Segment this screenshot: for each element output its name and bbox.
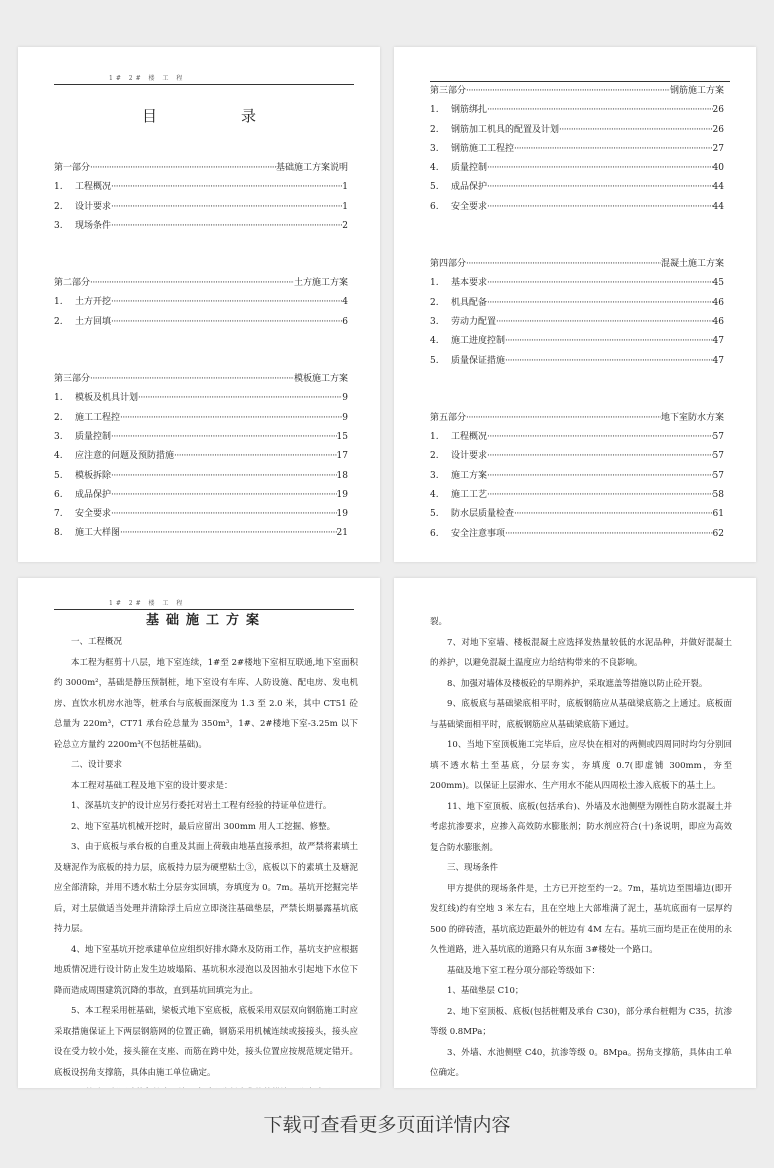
toc-entry-text: 成品保护 bbox=[451, 182, 488, 193]
toc-section-label: 第五部分 bbox=[430, 412, 467, 423]
toc-leader bbox=[487, 159, 713, 178]
toc-section-heading bbox=[54, 159, 348, 178]
toc-leader bbox=[466, 82, 670, 101]
toc-entry-number: 1. bbox=[430, 278, 439, 289]
toc-leader bbox=[138, 389, 342, 408]
page-toc-1 bbox=[18, 47, 380, 562]
toc-leader bbox=[487, 467, 713, 486]
toc-entry-page: 2 bbox=[342, 220, 348, 231]
download-caption: 下载可查看更多页面详情内容 bbox=[263, 1114, 511, 1136]
toc-entry-page: 40 bbox=[712, 163, 724, 174]
toc-entry-number: 7. bbox=[54, 509, 63, 520]
toc-entry[interactable] bbox=[54, 467, 348, 486]
toc-entry[interactable] bbox=[430, 505, 724, 524]
toc-leader bbox=[505, 525, 713, 544]
toc-entry-number: 6. bbox=[430, 201, 439, 212]
toc-entry-text: 工程概况 bbox=[451, 432, 488, 443]
paragraph: 7、对地下室墙、楼板混凝土应选择发热量较低的水泥品种，并做好混凝土的养护，以避免混凝土温度应力给结构带来的不良影响。 bbox=[430, 637, 732, 668]
toc-entry-text: 钢筋加工机具的配置及计划 bbox=[451, 124, 560, 135]
toc-leader bbox=[120, 524, 337, 543]
paragraph: 二、设计要求 bbox=[71, 760, 123, 770]
toc-entry-text: 安全要求 bbox=[75, 509, 112, 520]
page-header: 1# 2# 楼 工 程 bbox=[54, 598, 354, 610]
toc-entry-number: 6. bbox=[54, 489, 63, 500]
toc-leader bbox=[111, 198, 342, 217]
toc-entry-page: 57 bbox=[712, 451, 724, 462]
toc-entry-page: 46 bbox=[712, 316, 724, 327]
toc-entry-page: 19 bbox=[336, 489, 348, 500]
toc-entry-page: 47 bbox=[712, 336, 724, 347]
paragraph: 5、本工程采用桩基础，梁板式地下室底板，底板采用双层双向钢筋施工时应采取措施保证上下两层钢筋网的位置正确，钢筋采用机械连续或接接头，接头应设在受力较小处，接头箍在支座、而筋在跨中处，接头位置应按规范规定错开。底板设拐角支撑筋，具体由施工单位确定。 bbox=[54, 1006, 358, 1078]
toc-entry-text: 钢筋绑扎 bbox=[451, 105, 488, 116]
toc-section-heading bbox=[430, 82, 724, 101]
toc-leader bbox=[487, 294, 713, 313]
toc-entry[interactable] bbox=[54, 524, 348, 543]
paragraph: 1、深基坑支护的设计应另行委托对岩土工程有经验的持证单位进行。 bbox=[71, 801, 332, 811]
toc-entry-text: 防水层质量检查 bbox=[451, 509, 515, 520]
page-body-2 bbox=[394, 578, 756, 1088]
toc-section-heading bbox=[54, 370, 348, 389]
paragraph: 8、加强对墙体及楼板砼的早期养护，采取遮盖等措施以防止砼开裂。 bbox=[447, 678, 708, 689]
toc-section-label: 第四部分 bbox=[430, 259, 467, 270]
toc-leader bbox=[487, 198, 713, 217]
toc-entry[interactable] bbox=[430, 486, 724, 505]
toc-entry-number: 8. bbox=[54, 528, 63, 539]
toc-entry[interactable] bbox=[54, 409, 348, 428]
paragraph: 11、地下室顶板、底板(包括承台)、外墙及水池侧壁为刚性自防水混凝土并考虑抗渗要求，应掺入高效防水膨胀剂；防水剂应符合(十)条说明，即应为高效复合防水膨胀剂。 bbox=[430, 801, 732, 853]
toc-leader bbox=[90, 370, 294, 389]
toc-entry[interactable] bbox=[54, 447, 348, 466]
toc-entry[interactable] bbox=[430, 525, 724, 544]
toc-entry-text: 土方开挖 bbox=[75, 297, 112, 308]
toc-entry-number: 2. bbox=[54, 412, 63, 423]
toc-entry-page: 47 bbox=[712, 355, 724, 366]
paragraph bbox=[430, 1084, 732, 1089]
toc-entry-page: 26 bbox=[712, 105, 724, 116]
toc-leader bbox=[111, 486, 337, 505]
toc-entry-text: 安全要求 bbox=[451, 201, 488, 212]
toc-entry[interactable] bbox=[54, 313, 348, 332]
toc-entry[interactable] bbox=[430, 178, 724, 197]
toc-entry-page: 4 bbox=[342, 297, 348, 308]
toc-section-label: 第三部分 bbox=[54, 374, 91, 385]
toc-entry[interactable] bbox=[54, 486, 348, 505]
toc-entry-text: 质量保证措施 bbox=[451, 355, 506, 366]
toc-entry-text: 施工方案 bbox=[451, 470, 488, 481]
toc-section-label: 第一部分 bbox=[54, 163, 91, 173]
toc-section-title: 基础施工方案说明 bbox=[275, 163, 348, 173]
toc-entry-number: 1. bbox=[54, 182, 63, 193]
toc-entry-page: 9 bbox=[342, 412, 348, 423]
toc-entry[interactable] bbox=[430, 294, 724, 313]
paragraph: 一、工程概况 bbox=[71, 637, 123, 647]
toc-entry-number: 5. bbox=[54, 470, 63, 481]
toc-entry-text: 现场条件 bbox=[75, 220, 112, 231]
toc-entry-number: 1. bbox=[430, 105, 439, 116]
toc-entry-page: 19 bbox=[336, 509, 348, 520]
toc-entry-page: 58 bbox=[712, 490, 724, 501]
toc-leader bbox=[487, 274, 713, 293]
toc-entry-number: 5. bbox=[430, 355, 439, 366]
toc-entry-number: 5. bbox=[430, 182, 439, 193]
toc-entry-text: 质量控制 bbox=[75, 431, 112, 442]
paragraph: 3、外墙、水池侧壁 C40，抗渗等级 0。8Mpa。拐角支撑筋，具体由工单位确定。 bbox=[430, 1047, 732, 1078]
toc-entry[interactable] bbox=[430, 159, 724, 178]
toc-entry-text: 钢筋施工工程控 bbox=[451, 143, 515, 154]
paragraph: 1、基础垫层 C10； bbox=[447, 986, 524, 996]
toc-entry-page: 1 bbox=[342, 182, 348, 193]
paragraph: 裂。 bbox=[430, 617, 448, 627]
toc-section-title: 地下室防水方案 bbox=[660, 412, 724, 423]
toc-entry-number: 1. bbox=[430, 432, 439, 443]
toc-entry[interactable] bbox=[430, 467, 724, 486]
document-body bbox=[54, 612, 358, 1088]
toc-entry-text: 工程概况 bbox=[75, 182, 112, 193]
toc-entry-number: 4. bbox=[54, 451, 63, 462]
toc-entry-page: 21 bbox=[336, 528, 348, 539]
toc-entry-text: 施工工程控 bbox=[75, 412, 121, 423]
toc-leader bbox=[514, 140, 713, 159]
toc-entry-number: 3. bbox=[54, 220, 63, 231]
toc-entry[interactable] bbox=[54, 217, 348, 236]
toc-entry-page: 46 bbox=[712, 297, 724, 308]
toc-entry[interactable] bbox=[54, 389, 348, 408]
toc-entry-page: 62 bbox=[712, 528, 724, 539]
toc-entry[interactable] bbox=[430, 140, 724, 159]
toc-entry[interactable] bbox=[430, 332, 724, 351]
toc-entry-page: 17 bbox=[336, 451, 348, 462]
toc-list bbox=[430, 82, 724, 544]
document-title: 基础施工方案 bbox=[145, 613, 266, 628]
toc-entry-number: 2. bbox=[430, 297, 439, 308]
document-body bbox=[430, 612, 732, 1088]
toc-entry-page: 1 bbox=[342, 201, 348, 212]
toc-entry-page: 27 bbox=[712, 143, 724, 154]
paragraph bbox=[54, 1083, 358, 1088]
toc-entry-page: 6 bbox=[342, 316, 348, 327]
toc-entry-page: 45 bbox=[712, 278, 724, 289]
toc-leader bbox=[514, 505, 713, 524]
toc-leader bbox=[90, 159, 276, 178]
paragraph: 甲方提供的现场条件是，土方已开挖至约一2。7m，基坑边至围墙边(即开发红线)约有空地 3 米左右，且在空地上大部堆满了泥土，基坑底面有一层厚约 500 的碎砖渣，基坑底边距最外的桩边有 4M 左右。基坑三面均是正在使用的永久性道路，进入基坑底的道路只有从东面 3#楼处一个路口。 bbox=[430, 883, 732, 955]
toc-leader bbox=[487, 447, 713, 466]
toc-entry[interactable] bbox=[430, 101, 724, 120]
toc-leader bbox=[111, 217, 342, 236]
toc-entry-text: 机具配备 bbox=[451, 297, 488, 308]
toc-entry[interactable] bbox=[54, 505, 348, 524]
toc-leader bbox=[505, 352, 713, 371]
toc-leader bbox=[487, 178, 713, 197]
toc-entry-number: 1. bbox=[54, 393, 63, 404]
toc-section-heading bbox=[430, 255, 724, 274]
paragraph: 2、地下室顶板、底板(包括桩帽及承台 C30)，部分承台桩帽为 C35，抗渗等级 0.8MPa； bbox=[430, 1006, 732, 1037]
toc-entry[interactable] bbox=[430, 447, 724, 466]
toc-entry-text: 成品保护 bbox=[75, 489, 112, 500]
toc-leader bbox=[174, 447, 337, 466]
toc-entry-text: 劳动力配置 bbox=[451, 316, 497, 327]
toc-entry-page: 26 bbox=[712, 124, 724, 135]
toc-entry[interactable] bbox=[430, 352, 724, 371]
toc-leader bbox=[90, 274, 294, 293]
toc-list bbox=[54, 159, 348, 544]
toc-entry-text: 模板拆除 bbox=[75, 470, 112, 481]
toc-entry-page: 57 bbox=[712, 432, 724, 443]
toc-entry-text: 安全注意事项 bbox=[451, 528, 506, 539]
toc-section-title: 钢筋施工方案 bbox=[669, 86, 724, 96]
paragraph: 基础及地下室工程分项分部砼等级如下： bbox=[447, 965, 601, 976]
toc-leader bbox=[111, 313, 342, 332]
toc-entry-text: 施工进度控制 bbox=[451, 336, 506, 347]
toc-leader bbox=[496, 313, 713, 332]
toc-leader bbox=[487, 101, 713, 120]
toc-leader bbox=[487, 428, 713, 447]
toc-leader bbox=[559, 121, 713, 140]
toc-section-label: 第二部分 bbox=[54, 278, 91, 289]
toc-leader bbox=[487, 486, 713, 505]
toc-entry-number: 6. bbox=[430, 528, 439, 539]
toc-section-heading bbox=[430, 409, 724, 428]
page-toc-2 bbox=[394, 47, 756, 562]
toc-entry-number: 5. bbox=[430, 509, 439, 520]
toc-entry-page: 44 bbox=[712, 201, 724, 212]
toc-entry-text: 施工工艺 bbox=[451, 490, 488, 501]
toc-leader bbox=[111, 428, 337, 447]
toc-leader bbox=[466, 255, 661, 274]
toc-entry-text: 模板及机具计划 bbox=[75, 393, 139, 404]
toc-entry-number: 2. bbox=[430, 124, 439, 135]
toc-entry-text: 质量控制 bbox=[451, 163, 488, 174]
toc-leader bbox=[111, 293, 342, 312]
toc-entry-text: 应注意的问题及预防措施 bbox=[75, 451, 175, 462]
page-header: 1# 2# 楼 工 程 bbox=[54, 73, 354, 85]
toc-entry-page: 44 bbox=[712, 182, 724, 193]
toc-entry-number: 1. bbox=[54, 297, 63, 308]
toc-leader bbox=[505, 332, 713, 351]
toc-entry-number: 3. bbox=[430, 143, 439, 154]
paragraph: 三、现场条件 bbox=[447, 863, 499, 873]
toc-entry-page: 15 bbox=[336, 431, 348, 442]
toc-leader bbox=[111, 505, 337, 524]
toc-entry-number: 4. bbox=[430, 163, 439, 174]
toc-entry-text: 设计要求 bbox=[75, 201, 112, 212]
toc-entry-page: 9 bbox=[342, 393, 348, 404]
toc-entry[interactable] bbox=[430, 121, 724, 140]
paragraph: 本工程为框剪十八层，地下室连续，1#至 2#楼地下室相互联通,地下室面积约 3000m²，基础是静压预制桩，地下室设有车库、人防设施、配电房、发电机房、直饮水机房水池等，桩承台与底板面深度为 1.3 至 2.0 米，其中 CT51 砼总量为 220m³，CT71 承台砼总量为 350m³，1#、2#楼地下室-3.25m 以下砼总立方量约 2200m³(不包括桩基础)。 bbox=[54, 657, 358, 750]
toc-entry-text: 施工大样图 bbox=[75, 528, 121, 539]
page-body-1 bbox=[18, 578, 380, 1088]
paragraph: 9、底板底与基础梁底相平时，底板钢筋应从基础梁底筋之上通过。底板面与基础梁面相平时，底板钢筋应从基础梁底筋下通过。 bbox=[430, 699, 732, 730]
toc-title: 目录 bbox=[141, 107, 340, 125]
toc-entry-page: 18 bbox=[336, 470, 348, 481]
paragraph: 4、地下室基坑开挖承建单位应组织好排水降水及防雨工作，基坑支护应根据地质情况进行设计防止发生边坡塌陷、基坑积水浸泡以及因抽水引起地下水位下降而造成周围建筑沉降的事故，直到基坑回填完为止。 bbox=[54, 944, 358, 996]
toc-entry-text: 基本要求 bbox=[451, 278, 488, 289]
toc-entry[interactable] bbox=[430, 198, 724, 217]
toc-entry[interactable] bbox=[430, 313, 724, 332]
toc-entry-number: 3. bbox=[54, 431, 63, 442]
toc-leader bbox=[120, 409, 342, 428]
toc-section-heading bbox=[54, 274, 348, 293]
toc-entry-number: 2. bbox=[54, 201, 63, 212]
toc-entry-text: 土方回填 bbox=[75, 316, 112, 327]
toc-entry-number: 2. bbox=[54, 316, 63, 327]
toc-entry[interactable] bbox=[54, 428, 348, 447]
toc-entry-text: 设计要求 bbox=[451, 451, 488, 462]
paragraph: 本工程对基础工程及地下室的设计要求是： bbox=[71, 780, 233, 791]
toc-entry[interactable] bbox=[430, 428, 724, 447]
toc-entry-number: 3. bbox=[430, 316, 439, 327]
toc-entry-page: 61 bbox=[712, 509, 724, 520]
toc-entry[interactable] bbox=[54, 198, 348, 217]
toc-section-title: 模板施工方案 bbox=[293, 374, 348, 385]
paragraph: 10、当地下室顶板施工完毕后，应尽快在相对的两侧或四周同时均匀分别回填不透水粘土至基底，分层夯实，夯填度 0.7(即虚铺 300mm，夯至 200mm)。以保证上层滞水、生产用水不能从四周松土渗入底板下的基土上。 bbox=[430, 740, 732, 791]
toc-section-title: 土方施工方案 bbox=[293, 278, 348, 289]
toc-leader bbox=[111, 178, 342, 197]
toc-leader bbox=[111, 467, 337, 486]
paragraph: 3、由于底板与承台板的自重及其面上荷载由地基直接承担，故严禁将素填土及塘泥作为底板的持力层，底板持力层为硬塑粘土③，底板以下的素填土及塘泥应全部清除，并用不透水粘土分层夯实回填，夯填度为 0。7m。基坑开挖掘完毕后，对土层做适当处理并清除浮土后应立即浇注基础垫层，严禁长期暴露基坑底持力层。 bbox=[54, 842, 358, 934]
toc-entry-page: 57 bbox=[712, 470, 724, 481]
toc-entry-number: 4. bbox=[430, 336, 439, 347]
toc-section-label: 第三部分 bbox=[430, 86, 467, 96]
toc-entry[interactable] bbox=[54, 178, 348, 197]
toc-entry-number: 4. bbox=[430, 490, 439, 501]
toc-entry-number: 3. bbox=[430, 470, 439, 481]
toc-entry-number: 2. bbox=[430, 451, 439, 462]
toc-section-title: 混凝土施工方案 bbox=[660, 259, 724, 270]
toc-entry[interactable] bbox=[430, 274, 724, 293]
paragraph: 2、地下室基坑机械开挖时，最后应留出 300mm 用人工挖掘、修整。 bbox=[71, 821, 336, 832]
toc-entry[interactable] bbox=[54, 293, 348, 312]
toc-leader bbox=[466, 409, 661, 428]
